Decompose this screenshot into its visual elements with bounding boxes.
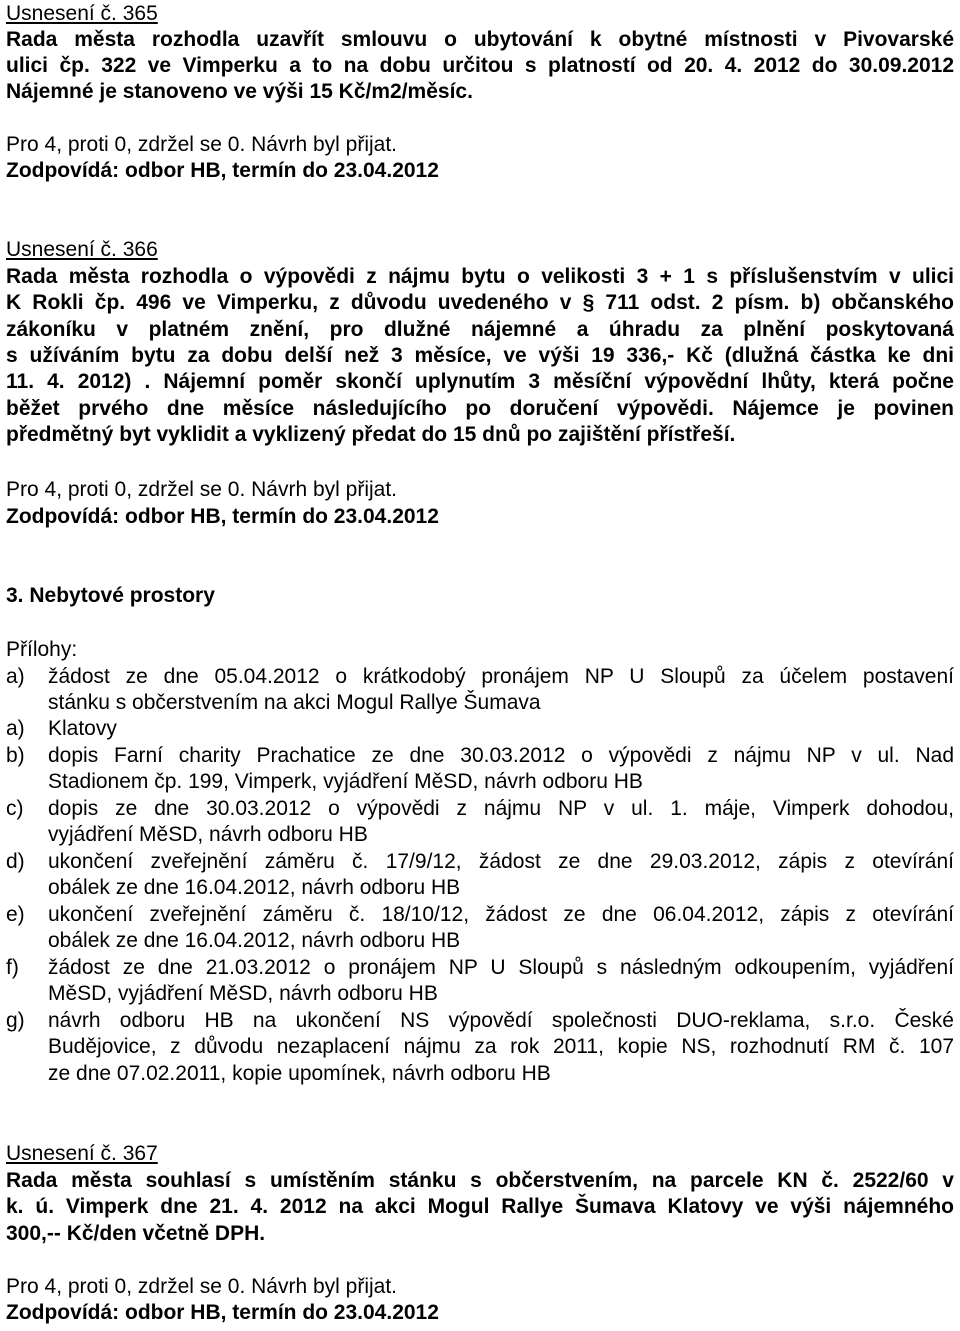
list-item-line: žádost ze dne 05.04.2012 o krátkodobý pronájem NP U Sloupů za účelem postavení: [48, 665, 954, 688]
resolution-365-responsible: Zodpovídá: odbor HB, termín do 23.04.2012: [6, 159, 439, 182]
resolution-366-line-3: zákoníku v platném znění, pro dlužné nájemné a úhradu za plnění poskytovaná: [6, 318, 954, 341]
list-item-line: dopis ze dne 30.03.2012 o výpovědi z nájmu NP v ul. 1. máje, Vimperk dohodou,: [48, 797, 954, 820]
list-item-line: obálek ze dne 16.04.2012, návrh odboru HB: [48, 929, 461, 952]
resolution-366-line-1: Rada města rozhodla o výpovědi z nájmu bytu o velikosti 3 + 1 s příslušenstvím v ulici: [6, 265, 954, 288]
resolution-365-line-2: ulici čp. 322 ve Vimperku a to na dobu určitou s platností od 20. 4. 2012 do 30.09.2012: [6, 54, 954, 77]
list-item-line: dopis Farní charity Prachatice ze dne 30.03.2012 o výpovědi z nájmu NP v ul. Nad: [48, 744, 954, 767]
resolution-365-line-3: Nájemné je stanoveno ve výši 15 Kč/m2/měsíc.: [6, 80, 473, 103]
list-item-line: obálek ze dne 16.04.2012, návrh odboru HB: [48, 876, 461, 899]
resolution-367-heading: Usnesení č. 367: [6, 1142, 158, 1165]
list-item-line: MěSD, vyjádření MěSD, návrh odboru HB: [48, 982, 438, 1005]
resolution-367-line-1: Rada města souhlasí s umístěním stánku s občerstvením, na parcele KN č. 2522/60 v: [6, 1169, 954, 1192]
list-item-line: ze dne 07.02.2011, kopie upomínek, návrh odboru HB: [48, 1062, 551, 1085]
resolution-366-line-7: předmětný byt vyklidit a vyklizený předat do 15 dnů po zajištění přístřeší.: [6, 423, 736, 446]
list-item-letter: e): [6, 903, 25, 926]
resolution-367-vote: Pro 4, proti 0, zdržel se 0. Návrh byl přijat.: [6, 1275, 397, 1298]
list-item-line: žádost ze dne 21.03.2012 o pronájem NP U Sloupů s následným odkoupením, vyjádření: [48, 956, 954, 979]
list-item-line: Klatovy: [48, 717, 117, 740]
list-item-line: vyjádření MěSD, návrh odboru HB: [48, 823, 368, 846]
list-item-letter: g): [6, 1009, 25, 1032]
resolution-365-line-1: Rada města rozhodla uzavřít smlouvu o ubytování k obytné místnosti v Pivovarské: [6, 28, 954, 51]
resolution-367-line-2: k. ú. Vimperk dne 21. 4. 2012 na akci Mogul Rallye Šumava Klatovy ve výši nájemného: [6, 1195, 954, 1218]
resolution-366-responsible: Zodpovídá: odbor HB, termín do 23.04.2012: [6, 505, 439, 528]
resolution-367-line-3: 300,-- Kč/den včetně DPH.: [6, 1222, 266, 1245]
list-item-line: návrh odboru HB na ukončení NS výpovědí společnosti DUO-reklama, s.r.o. České: [48, 1009, 954, 1032]
list-item-line: ukončení zveřejnění záměru č. 17/9/12, žádost ze dne 29.03.2012, zápis z otevírání: [48, 850, 954, 873]
resolution-366-line-6: běžet prvého dne měsíce následujícího po doručení výpovědi. Nájemce je povinen: [6, 397, 954, 420]
list-item-letter: d): [6, 850, 25, 873]
list-item-letter: c): [6, 797, 24, 820]
list-item-line: stánku s občerstvením na akci Mogul Rallye Šumava: [48, 691, 541, 714]
list-item-letter: b): [6, 744, 25, 767]
list-item-line: Stadionem čp. 199, Vimperk, vyjádření MěSD, návrh odboru HB: [48, 770, 643, 793]
list-item-line: ukončení zveřejnění záměru č. 18/10/12, žádost ze dne 06.04.2012, zápis z otevírání: [48, 903, 954, 926]
list-item-letter: a): [6, 717, 25, 740]
resolution-367-responsible: Zodpovídá: odbor HB, termín do 23.04.2012: [6, 1301, 439, 1324]
resolution-366-line-5: 11. 4. 2012) . Nájemní poměr skončí uplynutím 3 měsíční výpovědní lhůty, která počne: [6, 370, 954, 393]
list-item-letter: a): [6, 665, 25, 688]
resolution-365-vote: Pro 4, proti 0, zdržel se 0. Návrh byl přijat.: [6, 133, 397, 156]
section-3-heading: 3. Nebytové prostory: [6, 584, 215, 607]
resolution-366-heading: Usnesení č. 366: [6, 238, 158, 261]
list-item-letter: f): [6, 956, 19, 979]
resolution-366-line-4: s užíváním bytu za dobu delší než 3 měsíce, ve výši 19 336,- Kč (dlužná částka ke dni: [6, 344, 954, 367]
list-item-line: Budějovice, z důvodu nezaplacení nájmu za rok 2011, kopie NS, rozhodnutí RM č. 107: [48, 1035, 954, 1058]
attachments-label: Přílohy:: [6, 638, 78, 661]
resolution-365-heading: Usnesení č. 365: [6, 2, 158, 25]
resolution-366-vote: Pro 4, proti 0, zdržel se 0. Návrh byl přijat.: [6, 478, 397, 501]
resolution-366-line-2: K Rokli čp. 496 ve Vimperku, z důvodu uvedeného v § 711 odst. 2 písm. b) občanského: [6, 291, 954, 314]
